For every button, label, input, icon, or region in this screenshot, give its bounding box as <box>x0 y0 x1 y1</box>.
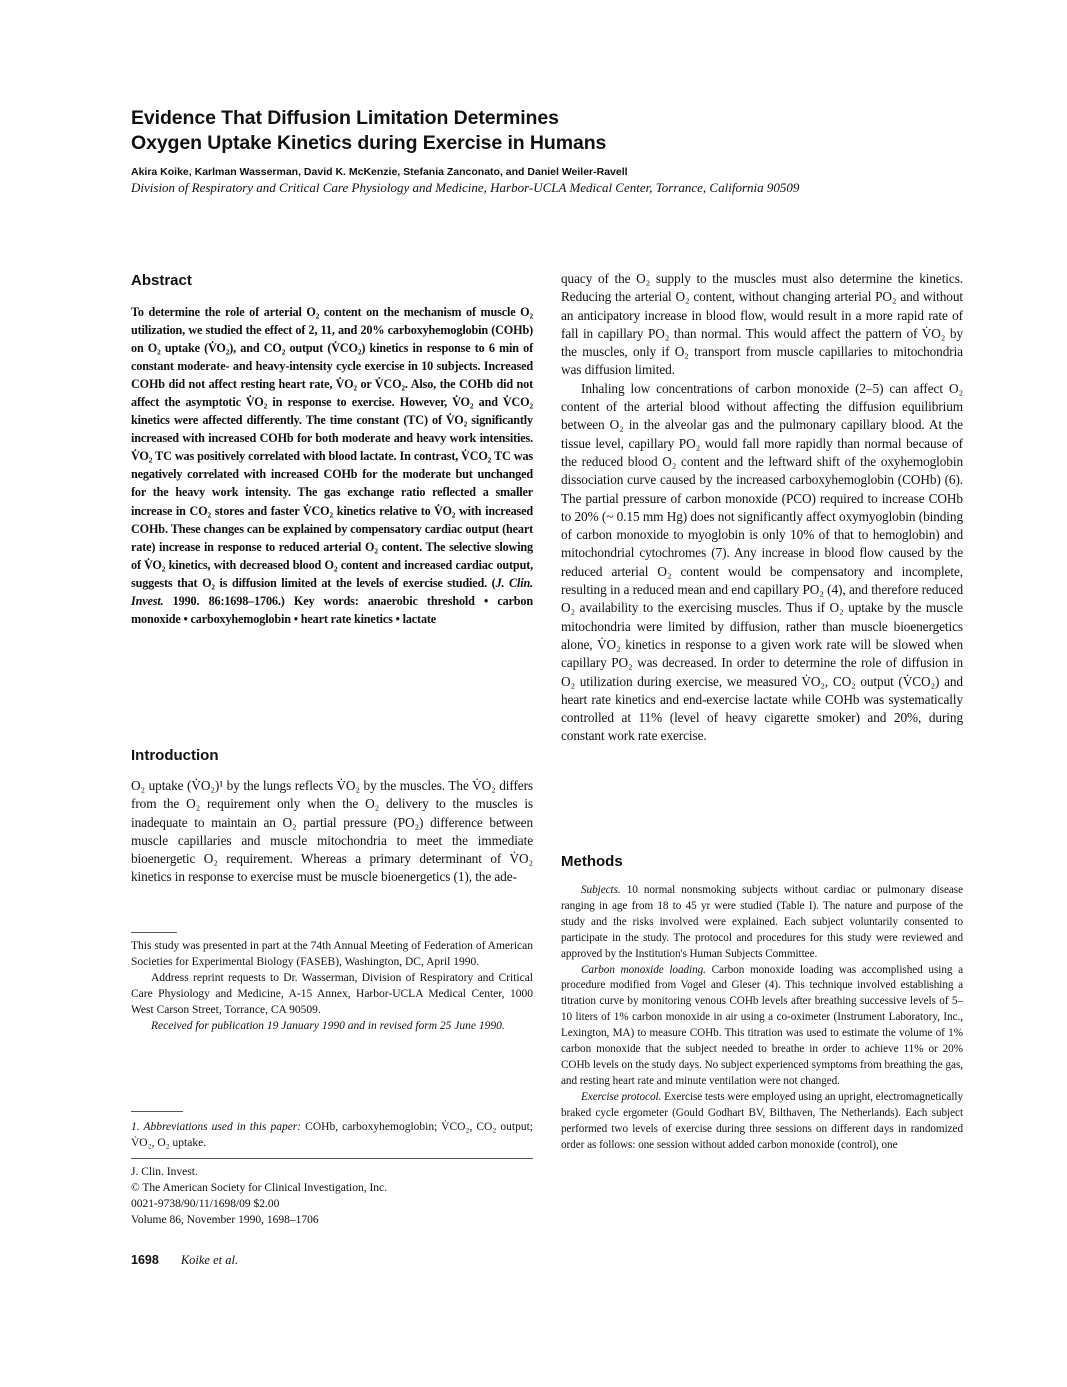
article-title <box>131 106 951 156</box>
methods-exercise-protocol <box>561 1090 963 1154</box>
journal-info-divider <box>131 1158 533 1159</box>
abbreviation-footnote <box>131 1119 533 1151</box>
abstract-text: To determine the role of arterial O₂ content on the mechanism of muscle O₂ utilization, we studied the effect of 2, 11, and 20% carboxyhemoglobin (COHb) on O₂ uptake (V̇O₂), and CO₂ output (V̇CO₂) kinetics in response to 6 min of constant moderate- and heavy-intensity cycle exercise in 10 subjects. Increased COHb did not affect resting heart rate, V̇O₂ or V̇CO₂. Also, the COHb did not affect the asymptotic V̇O₂ in response to exercise. However, V̇O₂ and V̇CO₂ kinetics were affected differently. The time constant (TC) of V̇O₂ significantly increased with increased COHb for both moderate and heavy work intensities. V̇O₂ TC was positively correlated with blood lactate. In contrast, V̇CO₂ TC was negatively correlated with increased COHb for the moderate but unchanged for the heavy work intensity. The gas exchange ratio reflected a smaller increase in CO₂ stores and faster V̇CO₂ kinetics relative to V̇O₂ with increased COHb. These changes can be explained by compensatory cardiac output (heart rate) increase in response to reduced arterial O₂ content. The selective slowing of V̇O₂ kinetics, with decreased blood O₂ content and increased cardiac output, suggests that O₂ is diffusion limited at the levels of exercise studied. ( <box>131 305 533 590</box>
title-line-1: Evidence That Diffusion Limitation Determines <box>131 107 559 129</box>
protocol-text: Exercise tests were employed using an upright, electromagnetically braked cycle ergometer (Gould Godhart BV, Bilthaven, The Netherlands). Each subject performed two levels of exercise during three sessions on different days in randomized order as follows: one session without added carbon monoxide (control), one <box>561 1090 963 1151</box>
co-loading-label: Carbon monoxide loading. <box>581 963 706 976</box>
running-authors: Koike et al. <box>180 1253 239 1267</box>
introduction-heading: Introduction <box>131 747 219 764</box>
page-number: 1698 <box>131 1253 159 1267</box>
introduction-paragraph-3: Inhaling low concentrations of carbon monoxide (2–5) can affect O₂ content of the arterial blood without affecting the diffusion equilibrium between O₂ in the alveolar gas and the pulmonary capillary blood. At the tissue level, capillary PO₂ would fall more rapidly than normal because of the reduced blood O₂ content and the leftward shift of the oxyhemoglobin dissociation curve caused by the increased carboxyhemoglobin (COHb) (6). The partial pressure of carbon monoxide (PCO) required to increase COHb to 20% (~ 0.15 mm Hg) does not significantly affect oxymyoglobin (binding of carbon monoxide to myoglobin is only 10% of that to hemoglobin) and mitochondrial cytochromes (7). Any increase in blood flow caused by the reduced arterial O₂ content would be compensatory and incomplete, resulting in a reduced mean and end capillary PO₂ (4), and therefore reduced O₂ availability to the exercising muscles. Thus if O₂ uptake by the muscle mitochondria were limited by diffusion, rather than muscle bioenergetics alone, V̇O₂ kinetics in response to a given work rate will be slowed when capillary PO₂ was decreased. In order to determine the role of diffusion in O₂ utilization during exercise, we measured V̇O₂, CO₂ output (V̇CO₂) and heart rate kinetics and end-exercise lactate while COHb was systematically controlled at 11% (level of heavy cigarette smoker) and 20%, during constant work rate exercise. <box>561 380 963 744</box>
introduction-section <box>131 747 533 887</box>
subjects-text: 10 normal nonsmoking subjects without cardiac or pulmonary disease ranging in age from 18 to 45 yr were studied (Table I). The nature and purpose of the study and the risks involved were explained. Each subject voluntarily consented to participate in the study. The protocol and procedures for this study were reviewed and approved by the Institution's Human Subjects Committee. <box>561 884 963 960</box>
introduction-paragraph-2: quacy of the O₂ supply to the muscles must also determine the kinetics. Reducing the arterial O₂ content, without changing arterial PO₂ and without an anticipatory increase in blood flow, would result in a more rapid rate of fall in capillary PO₂ than normal. This would affect the pattern of V̇O₂ by the muscles, only if O₂ transport from muscle capillaries to mitochondria was diffusion limited. <box>561 271 963 378</box>
journal-name: J. Clin. Invest. <box>131 1166 198 1178</box>
footnote-divider <box>131 932 177 933</box>
journal-info <box>131 1164 533 1228</box>
methods-heading: Methods <box>561 853 623 870</box>
footnote-received: Received for publication 19 January 1990 and in revised form 25 June 1990. <box>151 1020 505 1032</box>
methods-section <box>561 853 963 1153</box>
affiliation: Division of Respiratory and Critical Care Physiology and Medicine, Harbor-UCLA Medical Center, Torrance, California 90509 <box>131 180 800 195</box>
title-line-2: Oxygen Uptake Kinetics during Exercise in Humans <box>131 132 607 154</box>
co-loading-text: Carbon monoxide loading was accomplished using a procedure modified from Vogel and Gleser (4). This technique involved establishing a titration curve by monitoring venous COHb levels after breathing successive levels of 5–10 liters of 1% carbon monoxide in air using a co-oximeter (Instrument Laboratory, Inc., Lexington, MA) to measure COHb. This titration was used to estimate the volume of 1% carbon monoxide that the subject needed to breathe in order to achieve 11% or 20% COHb levels on the study days. No subject experienced symptoms from breathing the gas, and resting heart rate and minute ventilation were not changed. <box>561 963 964 1087</box>
subjects-label: Subjects. <box>581 884 621 896</box>
copyright: © The American Society for Clinical Investigation, Inc. <box>131 1182 388 1194</box>
introduction-continued <box>561 270 963 746</box>
methods-subjects <box>561 883 963 963</box>
footnote-presented: This study was presented in part at the 74th Annual Meeting of Federation of American Societies for Experimental Biology (FASEB), Washington, DC, April 1990. <box>131 940 533 968</box>
abstract-citation-journal: J. Clin. Invest. <box>131 575 534 608</box>
abstract-body <box>131 303 533 628</box>
abbreviation-divider <box>131 1111 183 1112</box>
issn: 0021-9738/90/11/1698/09 $2.00 <box>131 1198 280 1210</box>
abbreviation-label: 1. Abbreviations used in this paper: <box>131 1121 302 1133</box>
footnote-reprint: Address reprint requests to Dr. Wasserman, Division of Respiratory and Critical Care Physiology and Medicine, A-15 Annex, Harbor-UCLA Medical Center, 1000 West Carson Street, Torrance, CA 90509. <box>131 972 533 1016</box>
abstract-heading: Abstract <box>131 272 192 289</box>
introduction-paragraph-1: O₂ uptake (V̇O₂)¹ by the lungs reflects V̇O₂ by the muscles. The V̇O₂ differs from the O₂ requirement only when the O₂ delivery to the muscles is inadequate to maintain an O₂ partial pressure (PO₂) difference between muscle capillaries and muscle mitochondria to meet the immediate bioenergetic O₂ requirement. Whereas a primary determinant of V̇O₂ kinetics in response to exercise must be muscle bioenergetics (1), the ade- <box>131 778 533 885</box>
author-list: Akira Koike, Karlman Wasserman, David K. McKenzie, Stefania Zanconato, and Daniel Weiler-Ravell <box>131 166 628 178</box>
abstract-keywords: 1990. 86:1698–1706.) Key words: anaerobic threshold • carbon monoxide • carboxyhemoglobin • heart rate kinetics • lactate <box>131 593 533 626</box>
protocol-label: Exercise protocol. <box>581 1090 662 1103</box>
methods-carbon-monoxide <box>561 963 963 1090</box>
abstract-section <box>131 272 533 628</box>
page-footer <box>131 1253 238 1268</box>
volume-info: Volume 86, November 1990, 1698–1706 <box>131 1214 319 1226</box>
footnotes <box>131 938 533 1034</box>
abbreviation-text: COHb, carboxyhemoglobin; V̇CO₂, CO₂ output; V̇O₂, O₂ uptake. <box>131 1121 534 1149</box>
